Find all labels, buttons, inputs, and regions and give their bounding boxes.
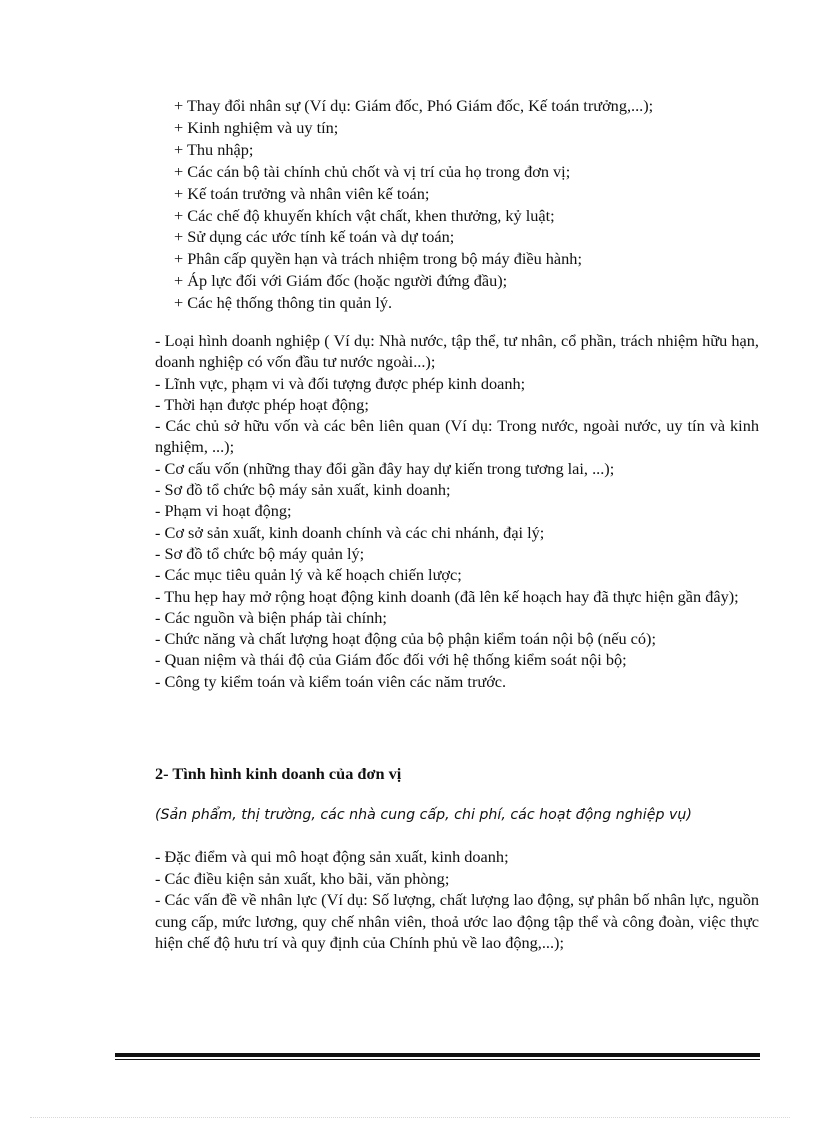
list-item: - Các nguồn và biện pháp tài chính; [155,607,387,627]
list-item: + Các chế độ khuyến khích vật chất, khen thưởng, kỷ luật; [174,205,555,225]
list-item: + Phân cấp quyền hạn và trách nhiệm trong bộ máy điều hành; [174,249,582,269]
list-item: - Phạm vi hoạt động; [155,501,292,521]
list-item: - Sơ đồ tổ chức bộ máy quản lý; [155,543,365,563]
list-item: - Loại hình doanh nghiệp ( Ví dụ: Nhà nước, tập thể, tư nhân, cổ phần, trách nhiệm hữu hạn, doanh nghiệp có vốn đầu tư nước ngoài...); [155,331,759,372]
list-item: - Cơ sở sản xuất, kinh doanh chính và các chi nhánh, đại lý; [155,522,545,542]
list-item: - Cơ cấu vốn (những thay đổi gần đây hay dự kiến trong tương lai, ...); [155,458,615,478]
list-item: - Thu hẹp hay mở rộng hoạt động kinh doanh (đã lên kế hoạch hay đã thực hiện gần đây); [155,586,739,606]
list-item: - Các chủ sở hữu vốn và các bên liên quan (Ví dụ: Trong nước, ngoài nước, uy tín và kinh nghiệm, ...); [155,416,759,457]
enterprise-info-list [155,330,759,692]
list-item: - Các mục tiêu quản lý và kế hoạch chiến lược; [155,565,462,585]
list-item: + Các cán bộ tài chính chủ chốt và vị trí của họ trong đơn vị; [174,161,571,181]
list-item: - Chức năng và chất lượng hoạt động của bộ phận kiểm toán nội bộ (nếu có); [155,629,656,649]
list-item: + Thu nhập; [174,139,254,159]
list-item: + Kế toán trưởng và nhân viên kế toán; [174,183,430,203]
list-item: + Kinh nghiệm và uy tín; [174,117,339,137]
footer-divider-thin-line [115,1059,760,1060]
list-item: - Quan niệm và thái độ của Giám đốc đối với hệ thống kiểm soát nội bộ; [155,650,627,670]
list-item: - Các điều kiện sản xuất, kho bãi, văn phòng; [155,868,450,888]
footer-divider [115,1053,760,1061]
section-subtitle: (Sản phẩm, thị trường, các nhà cung cấp, chi phí, các hoạt động nghiệp vụ) [155,807,692,823]
page-bottom-edge [30,1117,790,1118]
list-item: + Áp lực đối với Giám đốc (hoặc người đứng đầu); [174,271,508,291]
list-item: + Sử dụng các ước tính kế toán và dự toán; [174,227,455,247]
list-item: - Đặc điểm và qui mô hoạt động sản xuất, kinh doanh; [155,847,509,866]
list-item: + Thay đổi nhân sự (Ví dụ: Giám đốc, Phó Giám đốc, Kế toán trưởng,...); [174,96,654,115]
list-item: - Thời hạn được phép hoạt động; [155,394,369,414]
list-item: - Sơ đồ tổ chức bộ máy sản xuất, kinh doanh; [155,480,451,500]
list-item: - Các vấn đề về nhân lực (Ví dụ: Số lượng, chất lượng lao động, sự phân bố nhân lực, nguồn cung cấp, mức lương, quy chế nhân viên, thoả ước lao động tập thể và công đoàn, việc thực hiện chế độ hưu trí và quy định của Chính phủ về lao động,...); [155,890,759,952]
business-situation-list [155,846,759,954]
personnel-sub-list [174,95,774,314]
section-heading: 2- Tình hình kinh doanh của đơn vị [155,764,402,783]
list-item: + Các hệ thống thông tin quản lý. [174,293,393,313]
footer-divider-thick-line [115,1053,760,1057]
list-item: - Lĩnh vực, phạm vi và đối tượng được phép kinh doanh; [155,373,526,393]
list-item: - Công ty kiểm toán và kiểm toán viên các năm trước. [155,671,507,691]
